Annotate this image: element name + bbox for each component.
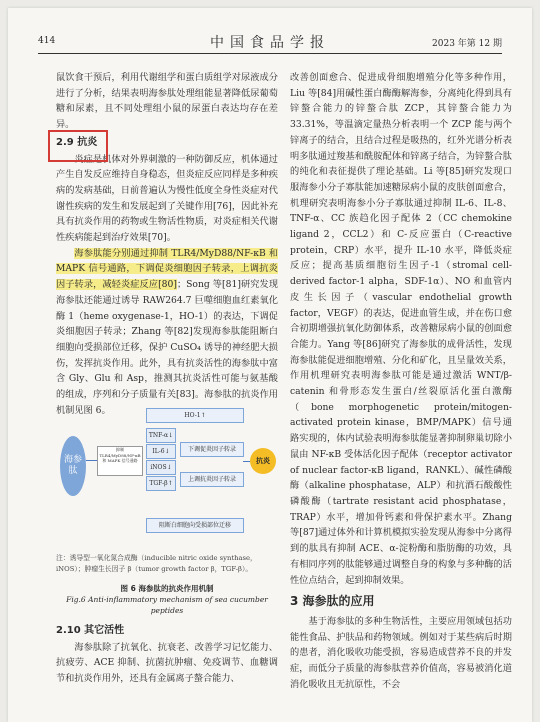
journal-title: 中国食品学报 bbox=[210, 35, 330, 51]
box-inos: iNOS↓ bbox=[146, 460, 176, 475]
box-anti-inflammatory: 上调抗炎因子转录 bbox=[180, 472, 244, 487]
issue-label: 2023 年第 12 期 bbox=[432, 39, 502, 49]
right-column bbox=[290, 70, 512, 692]
highlighted-text: 海参肽能分别通过抑制 TLR4/MyD88/NF-κB 和 MAPK 信号通路，下调促炎细胞因子转录，上调抗炎因子转录，减轻炎症反应[80] bbox=[56, 247, 278, 291]
page-number: 414 bbox=[38, 36, 56, 46]
journal-page bbox=[8, 8, 532, 722]
arrow bbox=[86, 460, 97, 461]
arrow bbox=[243, 461, 250, 462]
paragraph: 炎症是机体对外界刺激的一种防御反应，机体通过产生自发反应维持自身稳态，但炎症反应同样是多种疾病的发病基础，日前普遍认为慢性低度全身性炎症对代谢性疾病的发生和发展起到了关键作用[76]，因此补充具有抗炎作用的药物或生物活性物质，对炎症相关代谢性疾病能起到治疗效果[70]。 bbox=[56, 153, 278, 244]
paragraph: 鼠饮食干预后，利用代谢组学和蛋白质组学对尿液成分进行了分析，结果表明海参肽处理组能显著降低尿葡萄糖和尿素，且不同处理组小鼠的尿蛋白表达均存在差异。 bbox=[56, 72, 278, 131]
box-ho1: HO-1↑ bbox=[146, 408, 244, 423]
figure-note: 注：诱导型一氧化氮合成酶（inducible nitric oxide synthase，iNOS）；肿瘤生长因子 β（tumor growth factor β，TGF-β）。 bbox=[56, 554, 257, 573]
paragraph: 海参肽除了抗氧化、抗衰老、改善学习记忆能力、抗疲劳、ACE 抑制、抗菌抗肿瘤、免疫调节、血糖调节和抗炎作用外，还具有金属离子螯合能力、 bbox=[56, 641, 278, 685]
figure-caption bbox=[56, 583, 278, 616]
section-heading: 3 海参肽的应用 bbox=[290, 594, 375, 609]
section-heading: 2.9 抗炎 bbox=[56, 136, 98, 148]
box-tgf: TGF-β↑ bbox=[146, 476, 176, 491]
anti-inflammation-node: 抗炎 bbox=[250, 448, 276, 474]
box-pro-inflammatory: 下调促炎因子转录 bbox=[180, 442, 244, 457]
figure-6 bbox=[60, 406, 278, 546]
running-header bbox=[38, 34, 502, 50]
paragraph: 基于海参肽的多种生物活性，主要应用领域包括功能性食品、护肤品和药物领域。例如对于某些病后时期的患者，消化吸收功能受损，容易造成营养不良的并发症，而低分子质量的海参肽营养价值高，容易被消化道消化吸收且无抗原性，不会 bbox=[290, 615, 512, 690]
box-tnf: TNF-α↓ bbox=[146, 428, 176, 443]
left-column-bottom bbox=[56, 621, 278, 687]
sea-cucumber-peptide-node: 海参肽 bbox=[60, 436, 86, 496]
caption-cn: 图 6 海参肽的抗炎作用机制 bbox=[120, 584, 214, 593]
box-il6: IL-6↓ bbox=[146, 444, 176, 459]
receptor-box: 抑制 TLR4/MyD88/NF-κB 和 MAPK 信号通路 bbox=[97, 446, 143, 476]
annotation-box bbox=[48, 130, 108, 162]
paragraph bbox=[56, 246, 278, 419]
left-column bbox=[56, 70, 278, 418]
paragraph: 改善创面愈合、促进成骨细胞增殖分化等多种作用，Liu 等[84]用碱性蛋白酶酶解海参，分离纯化得到具有锌螯合能力的锌螯合肽 ZCP，其锌螯合能力为 33.31%，等温滴定量热分析表明一个 ZCP 能与两个锌离子的结合，且结合过程是吸热的，红外光谱分析表明多肽通过羧基和酰胺配体和锌离子结合，为锌螯合肽的纯化和表征提供了理论基础。Li 等[85]研究发现口服海参小分子寡肽能加速糖尿病小鼠的皮肤创面愈合，机理研究表明海参小分子寡肽通过抑制 IL-6、IL-8、TNF-α、CC 族趋化因子配体 2（CC chemokine ligand 2，CCL2）和 C-反应蛋白（C-reactive protein，CRP）水平，提升 IL-10 水平，降低炎症反应；提高基质细胞衍生因子-1（stromal cell-derived factor-1 alpha，SDF-1α）、NO 和血管内皮生长因子（vascular endothelial growth factor，VEGF）的表达，促进血管生成，并在伤口愈合初期增强抗氧化防御体系，改善糖尿病小鼠的创面愈合能力。Yang 等[86]研究了海参肽的成骨活性，发现海参肽能促进细胞增殖、分化和矿化，且呈量效关系，作用机理研究表明海参肽可能是通过激活 WNT/β-catenin 和骨形态发生蛋白/丝裂原活化蛋白激酶（bone morphogenetic protein/mitogen-activated protein kinase，BMP/MAPK）信号通路实现的，体内试验表明海参肽能显著抑制卵巢切除小鼠由 NF-κB 受体活化因子配体（receptor activator of nuclear factor-κB ligand，RANKL）、碱性磷酸酶（alkaline phosphatase，ALP）和抗酒石酸酸性磷酸酶（tartrate resistant acid phosphatase，TRAP）水平，增加骨钙素和骨保护素水平。Zhang 等[87]通过体外和计算机模拟实验发现从海参中分离得到的肽具有抑制 ACE、α-淀粉酶和脂肪酶的功效，具有相同序列的肽能够通过调整自身的构象与多种酶的活性位点结合，起到抑制效果。 bbox=[290, 72, 512, 586]
box-leukocyte-migration: 阻断白细胞向受损部位迁移 bbox=[146, 518, 244, 533]
paragraph-text: ；Song 等[81]研究发现海参肽还能通过诱导 RAW264.7 巨噬细胞血红素氧化酶 1（heme oxygenase-1，HO-1）的表达，下调促炎细胞因子转录；Zhang 等[82]发现海参肽能阻断白细胞向受损部位迁移，保护 CuSO₄ 诱导的神经肥大损伤，发挥抗炎作用。此外，具有抗炎活性的海参肽中富含 Gly、Glu 和 Asp，推测其抗炎活性可能与氨基酸的组成，序列和分子质量有关[83]。海参肽的抗炎作用机制见图 6。 bbox=[56, 279, 279, 416]
header-rule bbox=[38, 53, 502, 54]
caption-en: Fig.6 Anti-inflammatory mechanism of sea cucumber peptides bbox=[66, 595, 268, 615]
section-heading: 2.10 其它活性 bbox=[56, 625, 125, 636]
